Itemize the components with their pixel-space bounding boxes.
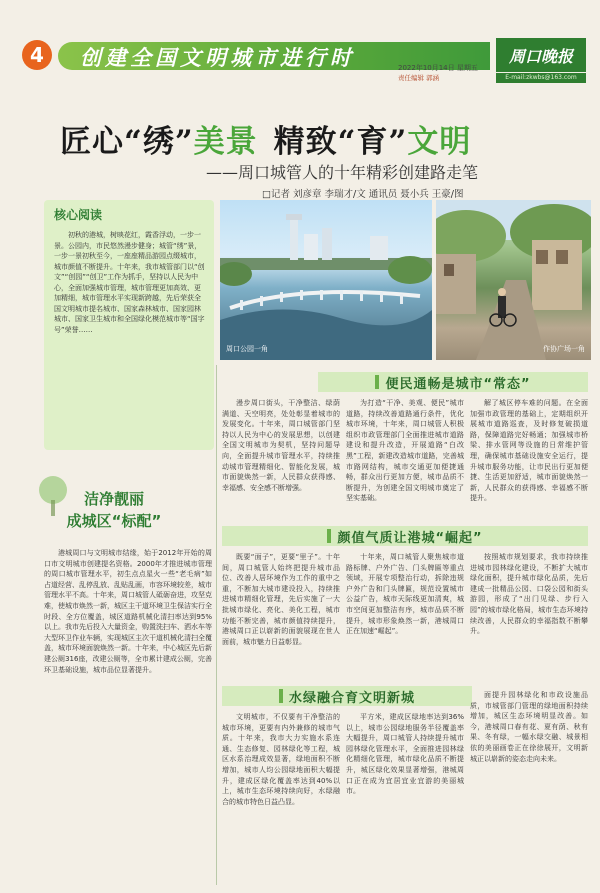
street-photo-caption: 作协广场一角: [543, 345, 585, 353]
section2-col2: 十年来，周口城管人聚焦城市道路标牌、户外广告、门头牌匾等重点领域，开展专项整治行动，拆除违规户外广告和门头牌匾，规范设置城市公益广告，城市天际线更加清爽，城市空间更加整洁有序，城市品质不断提升，城市形象焕然一新，港城周口正在加速“崛起”。: [346, 553, 464, 636]
newspaper-logo: 周口晚报: [496, 38, 586, 72]
street-photo: [436, 200, 591, 360]
section3-col1: 文明城市，不仅要有干净整洁的城市环境，更要有内外兼修的城市气质。十年来，我市大力实施水系连通、生态修复、园林绿化等工程，城区水系治理成效显著，绿地面积不断增加，城市人均公园绿地面积大幅提升，建成区绿化覆盖率达到40%以上，城市生态环境持续向好，水绿融合的城市特色日益凸显。: [222, 713, 340, 806]
title-part-1: 匠心“绣”: [60, 124, 194, 160]
article-subtitle: ——周口城管人的十年精彩创建路走笔: [206, 163, 479, 182]
section3-col3: 面提升园林绿化和市政设施品质，市城管部门管理的绿地面积持续增加，城区生态环境明显改善。如今，港城周口春有花、夏有荫、秋有果、冬有绿，一幅水绿交融、城景相依的美丽画卷正在徐徐展开，文明新城正以崭新的姿态走向未来。: [470, 691, 588, 763]
section-heading-2: [222, 526, 588, 546]
page-number: 4: [22, 40, 52, 70]
section-heading-1-text: 便民通畅是城市“常态”: [385, 376, 531, 392]
title-part-2: 美景: [193, 124, 258, 160]
section-heading-3-text: 水绿融合育文明新城: [288, 690, 415, 706]
core-reading-title: 核心阅读: [54, 208, 103, 222]
issue-date: 2022年10月14日 星期五: [398, 64, 478, 72]
section2-col3: 按照城市规划要求，我市持续推进城市园林绿化建设，不断扩大城市绿化面积，提升城市绿化品质，先后建成一批精品公园、口袋公园和街头游园，形成了“出门见绿、步行入园”的城市绿化格局，城市生态环境持续改善，人民群众的幸福指数不断攀升。: [470, 553, 588, 636]
left-heading-line1: 洁净靓丽: [83, 490, 144, 508]
left-section-heading: [54, 488, 174, 540]
newspaper-email: E-mail:zkwbs@163.com: [496, 73, 586, 83]
article-title: [60, 116, 550, 158]
section3-col2: 平方米，建成区绿地率达到36%以上，城市公园绿地服务半径覆盖率大幅提升，周口城管人持续提升城市园林绿化管理水平，全面推进园林绿化精细化管理，城市绿化品质不断提升，城区绿化效果显著增强，港城周口正在成为宜居宜业宜游的美丽城市。: [346, 713, 464, 796]
title-part-3: 精致“育”: [273, 124, 408, 160]
section-heading-1: [318, 372, 588, 392]
title-part-4: 文明: [407, 124, 472, 160]
section1-col1: 漫步周口街头，干净整洁、绿荫满道、天空明亮，处处彰显着城市的发展变化。十年来，周口城管部门坚持以人民为中心的发展思想，以创建全国文明城市为契机，坚持问题导向，全面提升城市管理水平，持续推动城市管理精细化、智能化发展，城市面貌焕然一新，人民群众获得感、幸福感、安全感不断增强。: [222, 399, 340, 492]
section1-col3: 解了城区停车难的问题。在全面加强市政管理的基础上，定期组织开展城市道路巡查，及时修复破损道路，保障道路完好畅通；加强城市桥梁、排水管网等设施的日常维护管理，确保城市基础设施安全运行，提升城市服务功能，让市民出行更加便捷、生活更加舒适，城市面貌焕然一新，人民群众的获得感、幸福感不断提升。: [470, 399, 588, 503]
section-heading-3: [222, 686, 472, 706]
page-header: [0, 0, 600, 82]
street-photo-image: [436, 200, 591, 360]
section-banner-text: 创建全国文明城市进行时: [80, 45, 355, 70]
core-reading-text: 初秋的港城，树映花红，霞香浮动，一步一景。公园内，市民悠然漫步健身；城管“绣”景，一步一景初秋至今，一座座精品游园点缀城市，城市颜值不断提升。十年来，我市城管部门以“创文”“创园”“创卫”工作为抓手，坚持以人民为中心，全面加强城市管理，城市管理更加高效、更加精细，城市管理水平实现新跨越，先后荣获全国文明城市提名城市、国家森林城市、国家园林城市、国家卫生城市和全国绿化模范城市等“国字号”荣誉……: [54, 231, 205, 334]
section2-col1: 既要“面子”，更要“里子”。十年间，周口城管人始终把提升城市品位、改善人居环境作为工作的重中之重，不断加大城市建设投入，持续推进城市精细化管理，先后实施了一大批城市绿化、亮化、美化工程，城市功能不断完善，城市颜值持续提升，港城周口正以崭新的面貌展现在世人面前，城市魅力日益彰显。: [222, 553, 340, 646]
park-photo-caption: 周口公园一角: [226, 345, 268, 353]
editor-credit: 责任编辑 郭涵: [398, 74, 440, 82]
left-heading-line2: 成城区“标配”: [66, 512, 162, 530]
column-divider: [216, 365, 217, 885]
left-column-text: 港城周口与文明城市结缘，始于2012年开始的周口市文明城市创建提名资格。2000年才推进城市管理的周口城市管理水平，初生点点星火一些“老毛病”如占道经营、乱停乱放、乱贴乱画，市容环境较差，城市管理水平不高。十年来，周口城管人砥砺奋进，攻坚克难，使城市焕然一新，城区主干道环境卫生保洁实行全时段、全方位覆盖，城区道路机械化清扫率达到95%以上。我市先后投入大量资金，购置洗扫车、洒水车等大型环卫作业车辆，实现城区主次干道机械化清扫全覆盖，城市环境面貌焕然一新。十年来，中心城区先后新建公厕316座，改建公厕等，全市累计建成公厕，完善环卫基础设施，城市品位显著提升。: [44, 549, 212, 674]
park-photo: [220, 200, 432, 360]
section-heading-2-text: 颜值气质让港城“崛起”: [337, 530, 483, 546]
park-photo-image: [220, 200, 432, 360]
section1-col2: 为打造“干净、美观、便民”城市道路，持续改善道路通行条件，优化城市环境，十年来，周口城管人积极组织市政管理部门全面推进城市道路建设和提升改造，开展道路“白改黑”工程，新建改造城市道路，完善城市路网结构，城市交通更加便捷通畅，群众出行更加方便，城市品质不断提升，为创建全国文明城市奠定了坚实基础。: [346, 399, 464, 503]
article-byline: □记者 刘彦章 李瑞才/文 通讯员 聂小兵 王豪/图: [262, 189, 464, 200]
